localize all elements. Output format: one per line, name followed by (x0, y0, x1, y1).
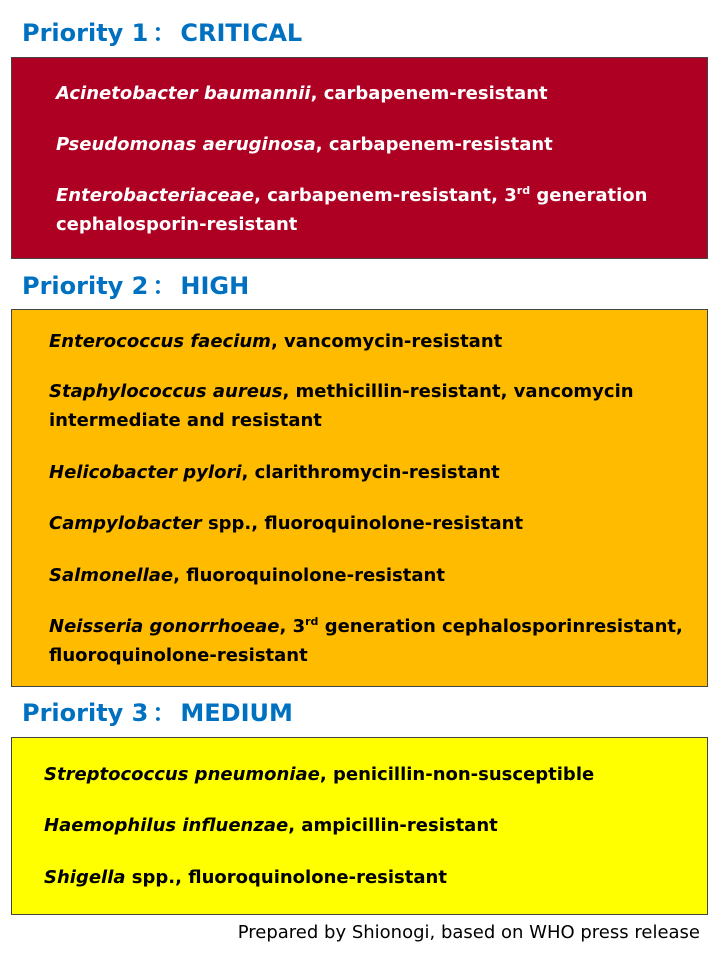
resistance-text: , carbapenem-resistant (310, 83, 548, 104)
priority-3-colon: ： (152, 699, 177, 727)
list-item (56, 79, 548, 108)
resistance-text-line2: cephalosporin-resistant (56, 214, 298, 235)
resistance-text: spp., fluoroquinolone-resistant (201, 513, 524, 534)
species-name: Staphylococcus aureus (49, 381, 283, 402)
list-item (49, 561, 445, 590)
resistance-text: , clarithromycin-resistant (241, 462, 500, 483)
list-item (44, 863, 447, 892)
list-item (49, 458, 500, 487)
priority-3-level: MEDIUM (180, 699, 293, 727)
resistance-text: , penicillin-non-susceptible (319, 764, 595, 785)
species-name: Salmonellae (49, 565, 174, 586)
resistance-text: , fluoroquinolone-resistant (173, 565, 445, 586)
species-name: Campylobacter (49, 513, 202, 534)
source-footer: Prepared by Shionogi, based on WHO press release (237, 922, 700, 943)
resistance-text: , carbapenem-resistant (315, 134, 553, 155)
list-item (44, 811, 498, 840)
ordinal-suffix: rd (516, 184, 531, 197)
priority-1-colon: ： (152, 19, 177, 47)
resistance-text: , 3 (279, 616, 306, 637)
high-priority-box (11, 309, 708, 687)
species-name: Neisseria gonorrhoeae (49, 616, 280, 637)
priority-2-label: Priority 2 (22, 272, 149, 300)
resistance-text: , carbapenem-resistant, 3 (254, 185, 517, 206)
list-item (56, 181, 647, 239)
list-item (44, 760, 594, 789)
species-name: Enterococcus faecium (49, 331, 271, 352)
resistance-text-line2: intermediate and resistant (49, 410, 322, 431)
priority-3-label: Priority 3 (22, 699, 149, 727)
species-name: Enterobacteriaceae (56, 185, 255, 206)
resistance-text: generation (530, 185, 648, 206)
list-item (49, 612, 683, 670)
resistance-text-line2: fluoroquinolone-resistant (49, 645, 308, 666)
list-item (49, 509, 523, 538)
list-item (49, 377, 634, 435)
resistance-text: spp., fluoroquinolone-resistant (125, 867, 447, 888)
priority-3-heading (22, 701, 293, 725)
priority-2-heading (22, 274, 249, 298)
list-item (49, 327, 502, 356)
critical-priority-box (11, 57, 708, 259)
ordinal-suffix: rd (305, 615, 319, 628)
resistance-text: generation cephalosporinresistant, (318, 616, 683, 637)
species-name: Pseudomonas aeruginosa (56, 134, 316, 155)
priority-1-heading (22, 21, 302, 45)
priority-1-level: CRITICAL (180, 19, 303, 47)
priority-2-colon: ： (152, 272, 177, 300)
list-item (56, 130, 553, 159)
medium-priority-box (11, 737, 708, 915)
resistance-text: , methicillin-resistant, vancomycin (282, 381, 634, 402)
priority-2-level: HIGH (180, 272, 250, 300)
species-name: Streptococcus pneumoniae (44, 764, 320, 785)
priority-1-label: Priority 1 (22, 19, 149, 47)
species-name: Shigella (44, 867, 126, 888)
resistance-text: , vancomycin-resistant (270, 331, 503, 352)
species-name: Acinetobacter baumannii (56, 83, 311, 104)
resistance-text: , ampicillin-resistant (288, 815, 498, 836)
species-name: Haemophilus influenzae (44, 815, 289, 836)
species-name: Helicobacter pylori (49, 462, 242, 483)
